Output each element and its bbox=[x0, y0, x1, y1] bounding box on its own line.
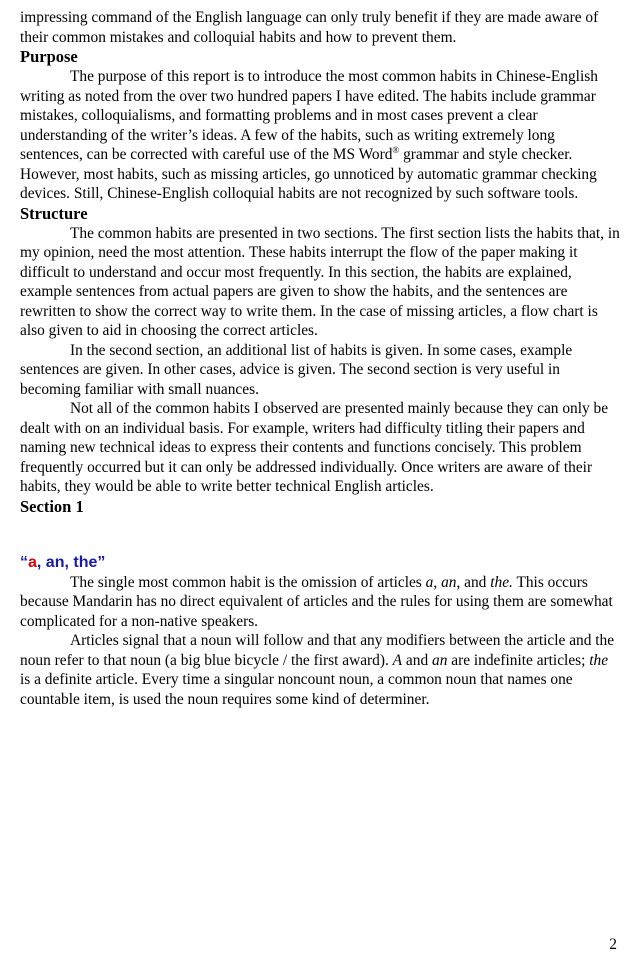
articles-p1-text-c: , and bbox=[456, 573, 491, 591]
purpose-text-b: grammar and style checker. However, most habits, such as missing articles, go unnoticed by automatic grammar checking devices. Still, Chinese-English colloquial habits are not recognized by such software tools. bbox=[20, 146, 597, 202]
articles-heading-a: a bbox=[28, 553, 37, 571]
articles-heading-rest: , an, the” bbox=[36, 553, 106, 571]
purpose-text-a: The purpose of this report is to introduce the most common habits in Chinese-English writing as noted from the over two hundred papers I have edited. The habits include grammar mistakes, colloquialisms, and formatting problems and in most cases prevent a clear understanding of the writer’s ideas. A few of the habits, such as writing extremely long sentences, can be corrected with careful use of the MS Word bbox=[20, 68, 598, 163]
articles-p2-italic-A: A bbox=[392, 651, 403, 669]
articles-p1-italic-a: a bbox=[425, 573, 434, 591]
articles-paragraph-1 bbox=[20, 573, 620, 632]
registered-mark: ® bbox=[392, 144, 400, 155]
structure-heading: Structure bbox=[20, 203, 88, 223]
purpose-heading: Purpose bbox=[20, 47, 78, 66]
document-page bbox=[20, 8, 620, 709]
section-1-heading: Section 1 bbox=[20, 496, 84, 516]
structure-paragraph-2: In the second section, an additional list of habits is given. In some cases, example sentences are given. In other cases, advice is given. The second section is very useful in becoming familiar with small nuances. bbox=[20, 341, 573, 398]
articles-p2-text-a: Articles signal that a noun will follow and that any modifiers between the article and the noun refer to that noun (a big blue bicycle / the first award). bbox=[20, 632, 615, 669]
articles-p2-text-d: is a definite article. Every time a singular noncount noun, a common noun that names one countable item, is used the noun requires some kind of determiner. bbox=[20, 671, 573, 708]
articles-p2-text-b: and bbox=[402, 651, 432, 669]
articles-p1-text-d: This occurs because Mandarin has no direct equivalent of articles and the rules for using them are somewhat complicated for a non-native speakers. bbox=[20, 573, 613, 630]
articles-heading-open-quote: “ bbox=[20, 553, 28, 571]
structure-paragraph-1: The common habits are presented in two sections. The first section lists the habits that, in my opinion, need the most attention. These habits interrupt the flow of the paper making it difficult to understand and occur most frequently. In this section, the habits are explained, example sentences from actual papers are given to show the habits, and the sentences are rewritten to show the correct way to write them. In the case of missing articles, a flow chart is also given to aid in choosing the correct articles. bbox=[20, 224, 620, 339]
intro-paragraph: impressing command of the English language can only truly benefit if they are made aware of their common mistakes and colloquial habits and how to prevent them. bbox=[20, 9, 599, 46]
articles-p2-text-c: are indefinite articles; bbox=[447, 651, 590, 669]
articles-paragraph-2 bbox=[20, 631, 620, 709]
page-number: 2 bbox=[609, 936, 617, 953]
articles-p1-italic-an: an bbox=[441, 573, 457, 591]
articles-heading bbox=[20, 553, 620, 573]
purpose-paragraph bbox=[20, 67, 620, 204]
articles-p1-text-a: The single most common habit is the omission of articles bbox=[70, 573, 426, 591]
articles-p1-italic-the: the. bbox=[490, 573, 513, 591]
articles-p2-italic-the: the bbox=[589, 651, 609, 669]
articles-p2-italic-an: an bbox=[432, 651, 448, 669]
structure-paragraph-3: Not all of the common habits I observed are presented mainly because they can only be dealt with on an individual basis. For example, writers had difficulty titling their papers and naming new technical ideas to express their contents and functions concisely. This problem frequently occurred but it can only be addressed individually. Once writers are aware of their habits, they would be able to write better technical English articles. bbox=[20, 400, 609, 495]
articles-p1-text-b: , bbox=[433, 573, 442, 591]
